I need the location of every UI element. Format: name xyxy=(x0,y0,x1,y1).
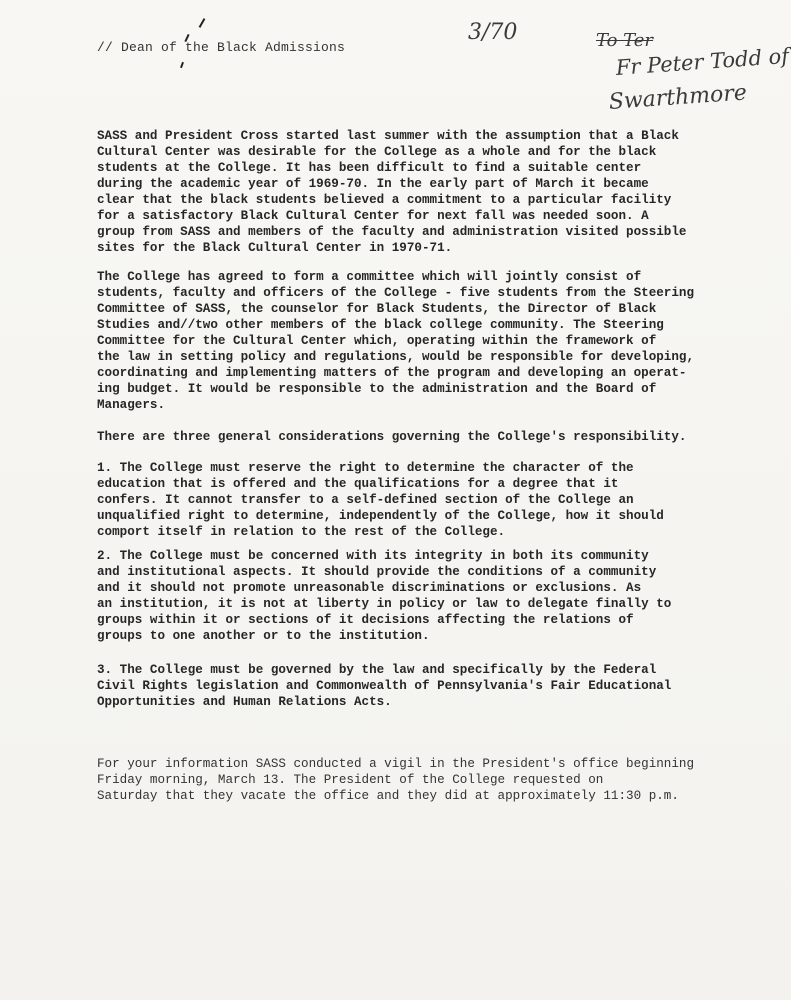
document-title: // Dean of the Black Admissions xyxy=(97,40,346,55)
text-line: Cultural Center was desirable for the College as a whole and for the black xyxy=(97,145,657,159)
text-line: For your information SASS conducted a vigil in the President's office beginning xyxy=(97,757,695,771)
text-line: Managers. xyxy=(97,398,166,412)
text-line: an institution, it is not at liberty in policy or law to delegate finally to xyxy=(97,597,672,611)
paragraph-considerations xyxy=(97,429,717,445)
text-line: sites for the Black Cultural Center in 1970-71. xyxy=(97,241,453,255)
text-line: and it should not promote unreasonable discriminations or exclusions. As xyxy=(97,581,642,595)
text-line: the law in setting policy and regulations, would be responsible for developing, xyxy=(97,350,695,364)
text-line: Saturday that they vacate the office and they did at approximately 11:30 p.m. xyxy=(97,789,679,803)
text-line: SASS and President Cross started last summer with the assumption that a Black xyxy=(97,129,679,143)
text-line: 2. The College must be concerned with its integrity in both its community xyxy=(97,549,649,563)
text-line: and institutional aspects. It should provide the conditions of a community xyxy=(97,565,657,579)
handwritten-crossed-note: To Ter xyxy=(596,30,654,51)
text-line: confers. It cannot transfer to a self-defined section of the College an xyxy=(97,493,634,507)
handwritten-note-line-2: Swarthmore xyxy=(608,80,748,115)
pen-mark xyxy=(180,62,184,68)
text-line: Committee for the Cultural Center which, operating within the framework of xyxy=(97,334,657,348)
text-line: ing budget. It would be responsible to the administration and the Board of xyxy=(97,382,657,396)
text-line: during the academic year of 1969-70. In the early part of March it became xyxy=(97,177,649,191)
text-line: Committee of SASS, the counselor for Black Students, the Director of Black xyxy=(97,302,657,316)
text-line: groups within it or sections of it decisions affecting the relations of xyxy=(97,613,634,627)
text-line: clear that the black students believed a commitment to a particular facility xyxy=(97,193,672,207)
text-line: unqualified right to determine, independently of the College, how it should xyxy=(97,509,664,523)
paragraph-intro xyxy=(97,128,717,256)
text-line: Civil Rights legislation and Commonwealth of Pennsylvania's Fair Educational xyxy=(97,679,672,693)
text-line: Friday morning, March 13. The President of the College requested on xyxy=(97,773,604,787)
handwritten-date: 3/70 xyxy=(468,20,518,45)
text-line: group from SASS and members of the faculty and administration visited possible xyxy=(97,225,687,239)
paragraph-point-3 xyxy=(97,662,717,710)
text-line: Studies and//two other members of the black college community. The Steering xyxy=(97,318,664,332)
text-line: 1. The College must reserve the right to determine the character of the xyxy=(97,461,634,475)
text-line: students, faculty and officers of the College - five students from the Steering xyxy=(97,286,695,300)
paragraph-point-2 xyxy=(97,548,717,644)
text-line: The College has agreed to form a committee which will jointly consist of xyxy=(97,270,642,284)
text-line: education that is offered and the qualifications for a degree that it xyxy=(97,477,619,491)
pen-mark xyxy=(199,18,206,28)
text-line: There are three general considerations governing the College's responsibility. xyxy=(97,430,687,444)
text-line: students at the College. It has been difficult to find a suitable center xyxy=(97,161,642,175)
text-line: 3. The College must be governed by the law and specifically by the Federal xyxy=(97,663,657,677)
handwritten-note-line-1: Fr Peter Todd of xyxy=(615,43,790,80)
text-line: comport itself in relation to the rest of the College. xyxy=(97,525,506,539)
text-line: groups to one another or to the institution. xyxy=(97,629,430,643)
paragraph-committee xyxy=(97,269,717,413)
paragraph-point-1 xyxy=(97,460,717,540)
text-line: coordinating and implementing matters of the program and developing an operat- xyxy=(97,366,687,380)
text-line: Opportunities and Human Relations Acts. xyxy=(97,695,392,709)
text-line: for a satisfactory Black Cultural Center for next fall was needed soon. A xyxy=(97,209,649,223)
footer-note xyxy=(97,756,694,804)
